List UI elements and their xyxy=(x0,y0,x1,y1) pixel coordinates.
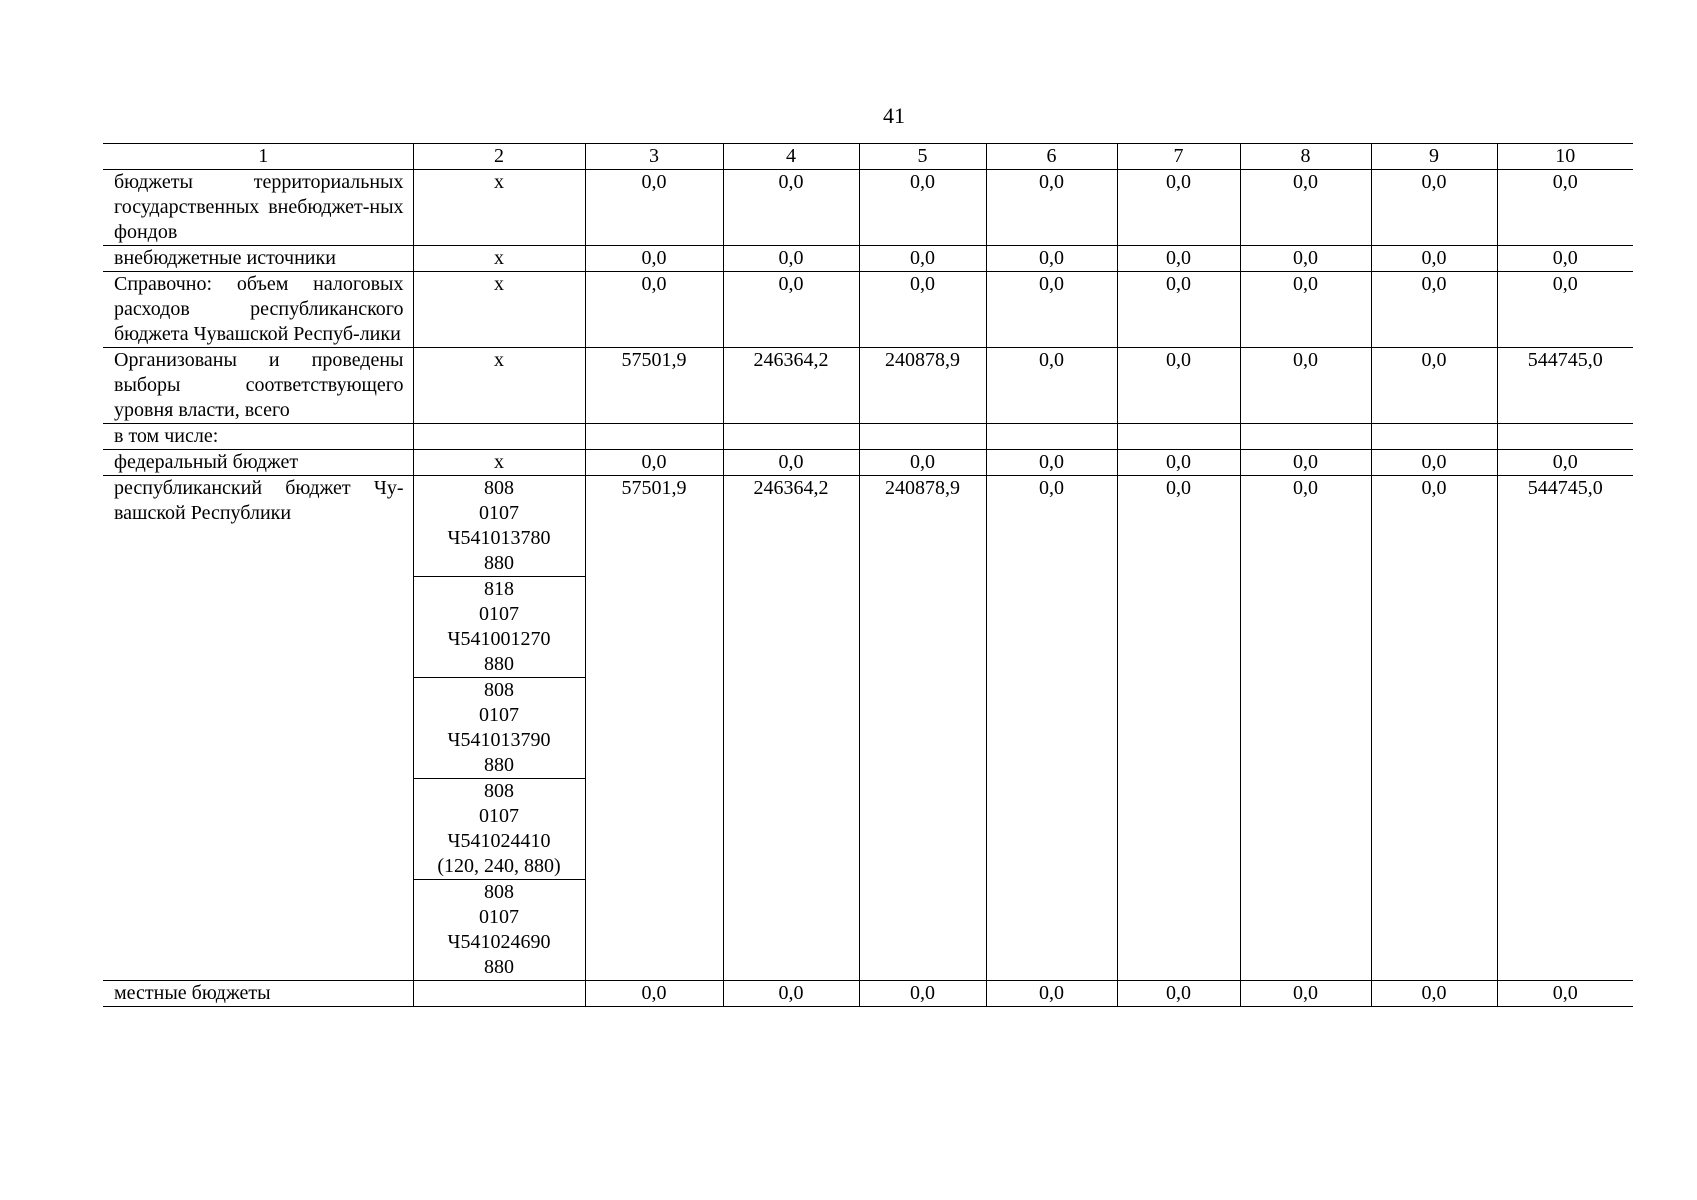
table-row xyxy=(103,424,1633,450)
row-label: местные бюджеты xyxy=(103,981,413,1007)
value-cell: 0,0 xyxy=(986,476,1117,981)
value-cell xyxy=(1497,424,1633,450)
header-cell: 3 xyxy=(585,144,723,170)
value-cell xyxy=(723,424,859,450)
value-cell: 0,0 xyxy=(585,272,723,348)
value-cell: 0,0 xyxy=(1371,246,1497,272)
value-cell: 0,0 xyxy=(1371,170,1497,246)
value-cell: 0,0 xyxy=(1117,981,1240,1007)
value-cell: 0,0 xyxy=(859,450,986,476)
value-cell: 0,0 xyxy=(986,272,1117,348)
value-cell xyxy=(1117,424,1240,450)
value-cell: 0,0 xyxy=(986,450,1117,476)
value-cell: 246364,2 xyxy=(723,476,859,981)
value-cell: 0,0 xyxy=(1117,476,1240,981)
value-cell: 0,0 xyxy=(1240,246,1371,272)
table-row xyxy=(103,476,1633,981)
value-cell: 544745,0 xyxy=(1497,476,1633,981)
row-code: x xyxy=(413,246,585,272)
value-cell: 0,0 xyxy=(1371,272,1497,348)
header-cell: 5 xyxy=(859,144,986,170)
value-cell: 0,0 xyxy=(1117,348,1240,424)
value-cell xyxy=(986,424,1117,450)
table-row xyxy=(103,981,1633,1007)
value-cell: 0,0 xyxy=(585,981,723,1007)
value-cell: 0,0 xyxy=(1497,246,1633,272)
row-code: x xyxy=(413,348,585,424)
header-cell: 10 xyxy=(1497,144,1633,170)
table-row xyxy=(103,272,1633,348)
value-cell xyxy=(859,424,986,450)
header-cell: 7 xyxy=(1117,144,1240,170)
row-label: федеральный бюджет xyxy=(103,450,413,476)
value-cell: 0,0 xyxy=(986,348,1117,424)
table-header xyxy=(103,144,1633,170)
value-cell: 0,0 xyxy=(986,246,1117,272)
budget-code: 808 0107 Ч541024690 880 xyxy=(447,881,551,978)
value-cell: 246364,2 xyxy=(723,348,859,424)
table-row xyxy=(103,348,1633,424)
table-row xyxy=(103,246,1633,272)
value-cell: 0,0 xyxy=(986,170,1117,246)
value-cell: 0,0 xyxy=(723,246,859,272)
value-cell: 0,0 xyxy=(1240,981,1371,1007)
row-label: бюджеты территориальных государственных внебюджет-ных фондов xyxy=(103,170,413,246)
budget-table xyxy=(103,143,1633,1007)
row-label: в том числе: xyxy=(103,424,413,450)
value-cell: 0,0 xyxy=(723,981,859,1007)
row-code xyxy=(413,424,585,450)
row-label: республиканский бюджет Чу-вашской Республики xyxy=(103,476,413,981)
row-label: Справочно: объем налоговых расходов республиканского бюджета Чувашской Респуб-лики xyxy=(103,272,413,348)
value-cell: 0,0 xyxy=(1371,476,1497,981)
value-cell: 544745,0 xyxy=(1497,348,1633,424)
value-cell: 0,0 xyxy=(723,272,859,348)
value-cell: 0,0 xyxy=(1371,348,1497,424)
value-cell xyxy=(585,424,723,450)
value-cell: 0,0 xyxy=(723,170,859,246)
value-cell: 0,0 xyxy=(1117,246,1240,272)
value-cell: 0,0 xyxy=(1497,450,1633,476)
row-code-group xyxy=(413,476,585,981)
page-number: 41 xyxy=(883,103,905,128)
value-cell: 0,0 xyxy=(1371,450,1497,476)
table-row xyxy=(103,170,1633,246)
value-cell: 0,0 xyxy=(1371,981,1497,1007)
header-cell: 2 xyxy=(413,144,585,170)
value-cell: 0,0 xyxy=(859,981,986,1007)
value-cell: 0,0 xyxy=(986,981,1117,1007)
row-code: x xyxy=(413,272,585,348)
value-cell: 240878,9 xyxy=(859,348,986,424)
budget-code: 808 0107 Ч541013780 880 xyxy=(414,476,585,577)
value-cell: 0,0 xyxy=(859,170,986,246)
value-cell: 0,0 xyxy=(585,450,723,476)
row-code: x xyxy=(413,450,585,476)
value-cell: 0,0 xyxy=(1240,170,1371,246)
value-cell: 57501,9 xyxy=(585,476,723,981)
value-cell: 0,0 xyxy=(1240,450,1371,476)
value-cell: 0,0 xyxy=(1497,272,1633,348)
value-cell: 0,0 xyxy=(859,246,986,272)
value-cell: 57501,9 xyxy=(585,348,723,424)
header-cell: 1 xyxy=(103,144,413,170)
value-cell xyxy=(1240,424,1371,450)
value-cell: 0,0 xyxy=(1117,450,1240,476)
value-cell: 0,0 xyxy=(723,450,859,476)
header-cell: 6 xyxy=(986,144,1117,170)
header-cell: 4 xyxy=(723,144,859,170)
value-cell: 0,0 xyxy=(859,272,986,348)
value-cell: 0,0 xyxy=(585,246,723,272)
row-code: x xyxy=(413,170,585,246)
value-cell: 0,0 xyxy=(1497,170,1633,246)
row-label: внебюджетные источники xyxy=(103,246,413,272)
row-label: Организованы и проведены выборы соответствующего уровня власти, всего xyxy=(103,348,413,424)
value-cell: 0,0 xyxy=(1240,348,1371,424)
budget-code: 808 0107 Ч541013790 880 xyxy=(414,678,585,779)
row-code xyxy=(413,981,585,1007)
budget-code: 818 0107 Ч541001270 880 xyxy=(414,577,585,678)
header-row xyxy=(103,144,1633,170)
value-cell: 240878,9 xyxy=(859,476,986,981)
value-cell: 0,0 xyxy=(1240,272,1371,348)
table-row xyxy=(103,450,1633,476)
budget-code: 808 0107 Ч541024410 (120, 240, 880) xyxy=(414,779,585,880)
value-cell xyxy=(1371,424,1497,450)
value-cell: 0,0 xyxy=(585,170,723,246)
header-cell: 9 xyxy=(1371,144,1497,170)
table-body xyxy=(103,170,1633,1007)
value-cell: 0,0 xyxy=(1240,476,1371,981)
value-cell: 0,0 xyxy=(1497,981,1633,1007)
value-cell: 0,0 xyxy=(1117,170,1240,246)
header-cell: 8 xyxy=(1240,144,1371,170)
value-cell: 0,0 xyxy=(1117,272,1240,348)
